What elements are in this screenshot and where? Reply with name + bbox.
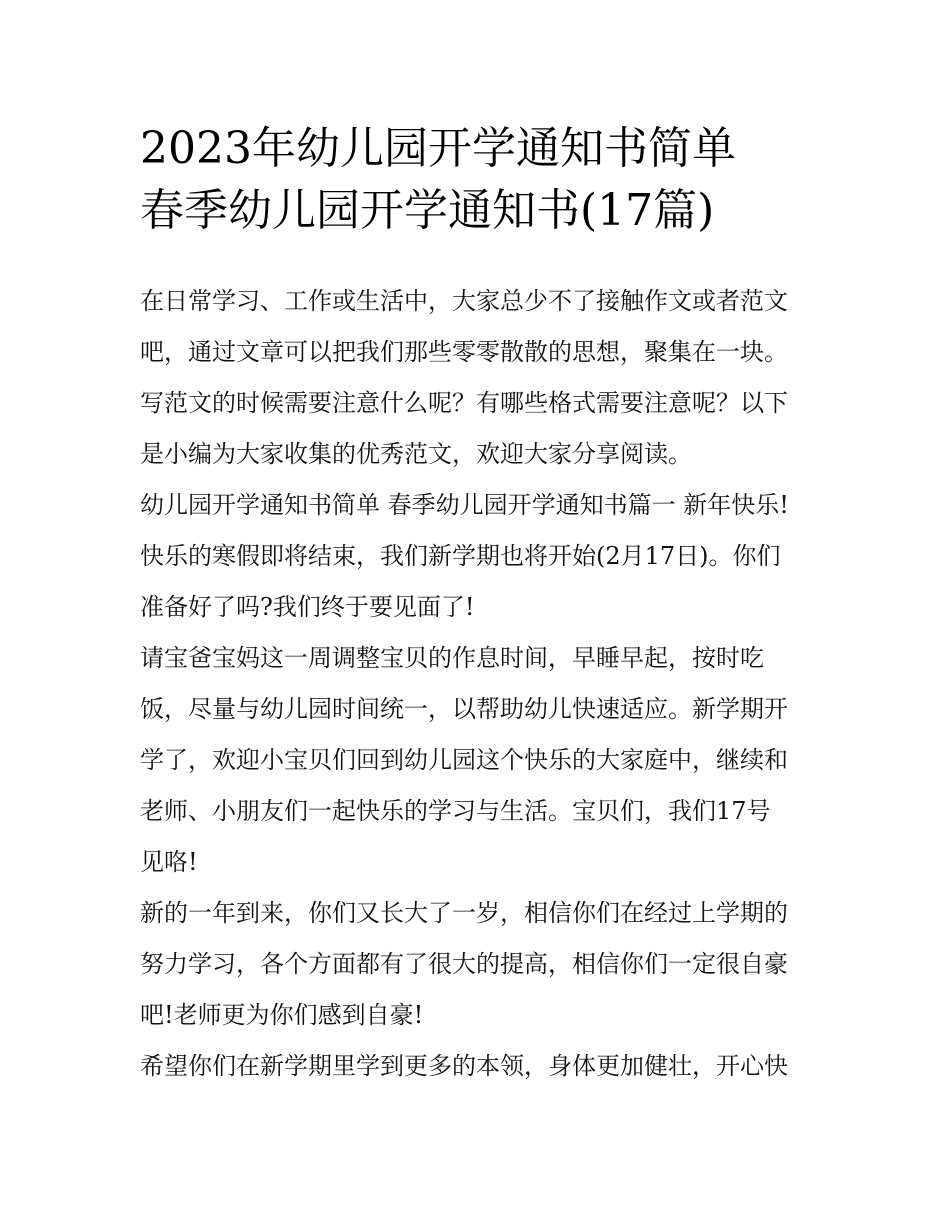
body-line: 准备好了吗?我们终于要见面了! xyxy=(140,593,475,621)
document-title xyxy=(140,118,820,242)
body-line: 幼儿园开学通知书简单 春季幼儿园开学通知书篇一 新年快乐! xyxy=(140,491,789,519)
body-line: 吧!老师更为你们感到自豪! xyxy=(140,1001,424,1029)
body-line: 吧，通过文章可以把我们那些零零散散的思想，聚集在一块。 xyxy=(140,338,788,366)
title-line-2: 春季幼儿园开学通知书(17篇) xyxy=(140,185,715,236)
body-line: 在日常学习、工作或生活中，大家总少不了接触作文或者范文 xyxy=(140,287,788,315)
body-line: 请宝爸宝妈这一周调整宝贝的作息时间，早睡早起，按时吃 xyxy=(140,644,764,672)
body-line: 新的一年到来，你们又长大了一岁，相信你们在经过上学期的 xyxy=(140,899,788,927)
body-line: 是小编为大家收集的优秀范文，欢迎大家分享阅读。 xyxy=(140,440,692,468)
body-line: 写范文的时候需要注意什么呢？有哪些格式需要注意呢？以下 xyxy=(140,389,788,417)
title-line-1: 2023年幼儿园开学通知书简单 xyxy=(140,123,736,174)
body-line: 快乐的寒假即将结束，我们新学期也将开始(2月17日)。你们 xyxy=(140,542,781,570)
body-line: 希望你们在新学期里学到更多的本领，身体更加健壮，开心快 xyxy=(140,1052,788,1080)
body-line: 老师、小朋友们一起快乐的学习与生活。宝贝们，我们17号 xyxy=(140,797,771,825)
body-line: 饭，尽量与幼儿园时间统一，以帮助幼儿快速适应。新学期开 xyxy=(140,695,788,723)
body-line: 见咯! xyxy=(140,848,198,876)
document-body xyxy=(140,276,830,1092)
body-line: 学了，欢迎小宝贝们回到幼儿园这个快乐的大家庭中，继续和 xyxy=(140,746,788,774)
body-line: 努力学习，各个方面都有了很大的提高，相信你们一定很自豪 xyxy=(140,950,788,978)
